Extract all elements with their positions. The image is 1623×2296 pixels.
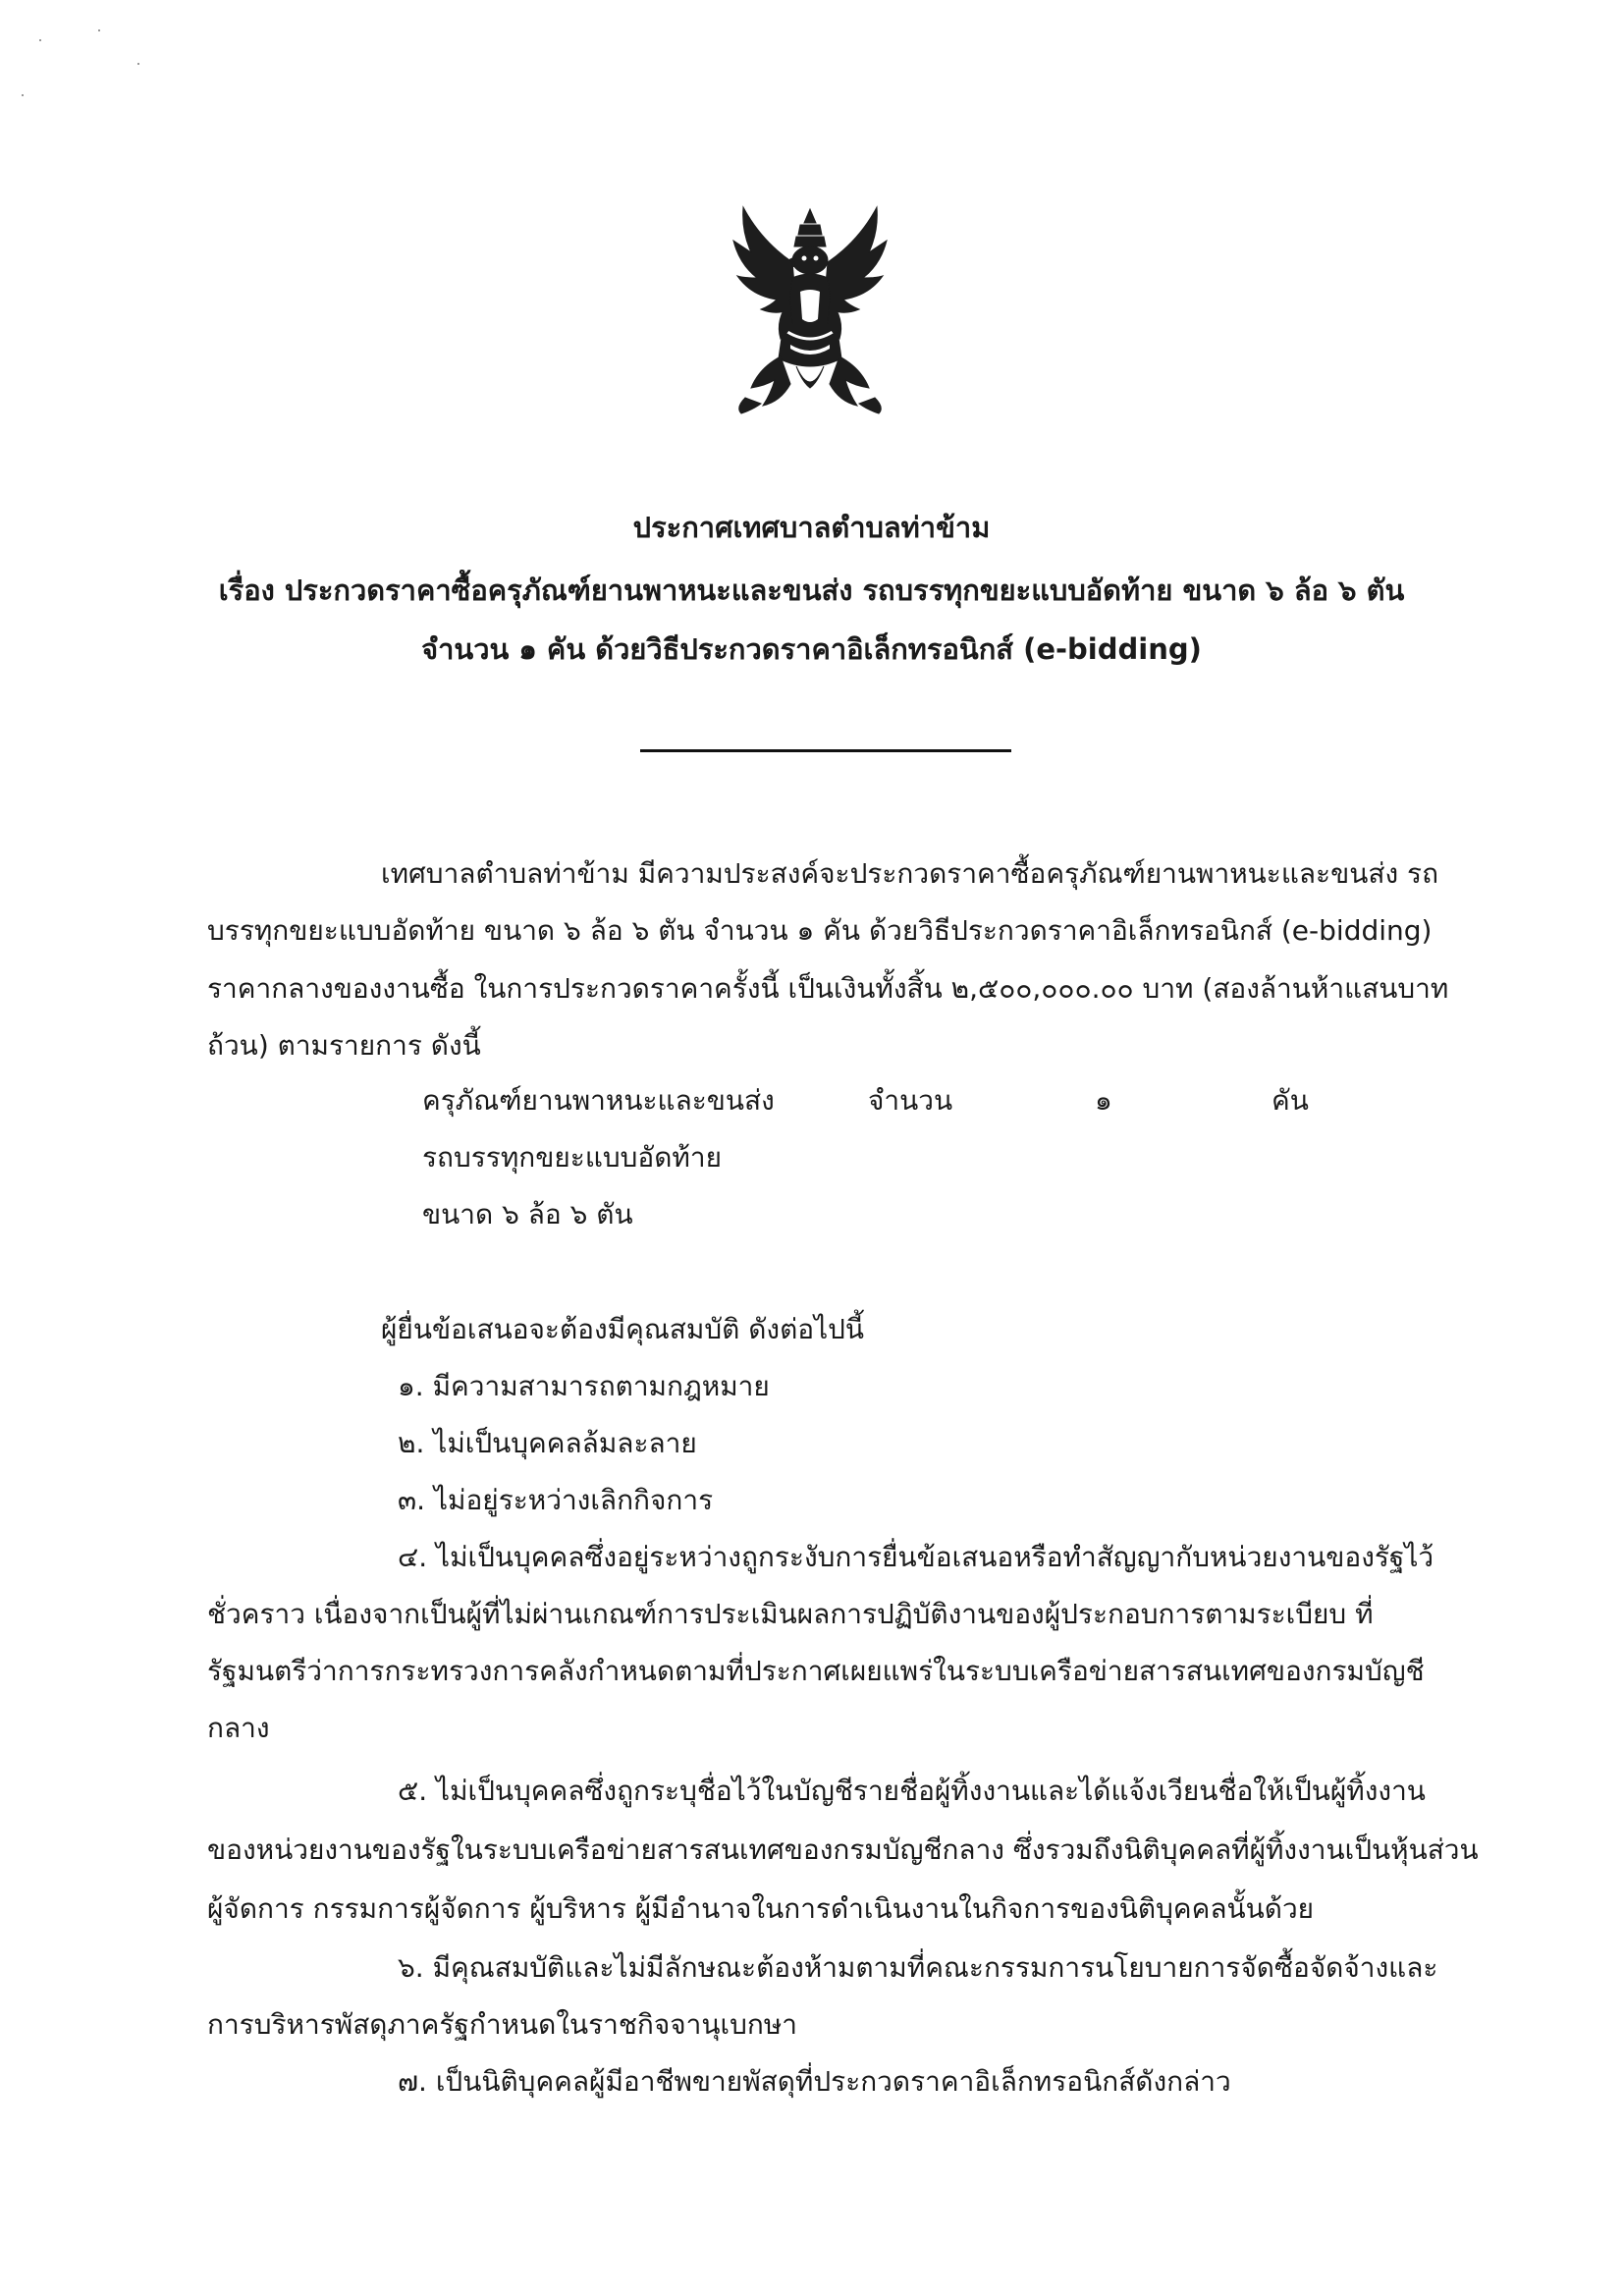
item-quantity: ๑ bbox=[1095, 1084, 1112, 1117]
intro-line-1: เทศบาลตำบลท่าข้าม มีความประสงค์จะประกวดราคาซื้อครุภัณฑ์ยานพาหนะและขนส่ง รถ bbox=[381, 857, 1439, 890]
item-unit: คัน bbox=[1271, 1084, 1309, 1117]
scan-speck bbox=[22, 94, 24, 96]
item-name-line-3: ขนาด ๖ ล้อ ๖ ตัน bbox=[422, 1198, 633, 1230]
announcement-subject: เรื่อง ประกวดราคาซื้อครุภัณฑ์ยานพาหนะและขนส่ง รถบรรทุกขยะแบบอัดท้าย ขนาด ๖ ล้อ ๖ ตัน bbox=[218, 574, 1405, 607]
item-quantity-label: จำนวน bbox=[868, 1084, 953, 1117]
announcement-subject-line2: จำนวน ๑ คัน ด้วยวิธีประกวดราคาอิเล็กทรอนิกส์ (e-bidding) bbox=[421, 632, 1202, 666]
qualification-7: ๗. เป็นนิติบุคคลผู้มีอาชีพขายพัสดุที่ประกวดราคาอิเล็กทรอนิกส์ดังกล่าว bbox=[398, 2065, 1231, 2098]
intro-line-3: ราคากลางของงานซื้อ ในการประกวดราคาครั้งนี้ เป็นเงินทั้งสิ้น ๒,๕๐๐,๐๐๐.๐๐ บาท (สองล้านห้าแสนบาท bbox=[207, 972, 1449, 1005]
title-divider bbox=[640, 749, 1011, 752]
qualification-5-line-1: ๕. ไม่เป็นบุคคลซึ่งถูกระบุชื่อไว้ในบัญชีรายชื่อผู้ทิ้งงานและได้แจ้งเวียนชื่อให้เป็นผู้ทิ้งงาน bbox=[398, 1775, 1426, 1807]
qualification-4-line-4: กลาง bbox=[207, 1712, 270, 1744]
qualification-4-line-2: ชั่วคราว เนื่องจากเป็นผู้ที่ไม่ผ่านเกณฑ์การประเมินผลการปฏิบัติงานของผู้ประกอบการตามระเบียบ ที่ bbox=[207, 1598, 1374, 1630]
qualification-1: ๑. มีความสามารถตามกฎหมาย bbox=[398, 1370, 770, 1402]
qualification-6-line-2: การบริหารพัสดุภาครัฐกำหนดในราชกิจจานุเบกษา bbox=[207, 2008, 798, 2041]
qualification-6-line-1: ๖. มีคุณสมบัติและไม่มีลักษณะต้องห้ามตามที่คณะกรรมการนโยบายการจัดซื้อจัดจ้างและ bbox=[398, 1951, 1438, 1984]
qualification-5-line-2: ของหน่วยงานของรัฐในระบบเครือข่ายสารสนเทศของกรมบัญชีกลาง ซึ่งรวมถึงนิติบุคคลที่ผู้ทิ้งงานเป็นหุ้นส่วน bbox=[207, 1833, 1479, 1866]
item-name-line-1: ครุภัณฑ์ยานพาหนะและขนส่ง bbox=[422, 1084, 775, 1117]
qualifications-heading: ผู้ยื่นข้อเสนอจะต้องมีคุณสมบัติ ดังต่อไปนี้ bbox=[381, 1313, 865, 1345]
scan-speck bbox=[98, 29, 100, 31]
qualification-4-line-1: ๔. ไม่เป็นบุคคลซึ่งอยู่ระหว่างถูกระงับการยื่นข้อเสนอหรือทำสัญญากับหน่วยงานของรัฐไว้ bbox=[398, 1541, 1434, 1573]
qualification-5-line-3: ผู้จัดการ กรรมการผู้จัดการ ผู้บริหาร ผู้มีอำนาจในการดำเนินงานในกิจการของนิติบุคคลนั้นด้วย bbox=[207, 1892, 1315, 1925]
garuda-emblem-icon bbox=[731, 201, 889, 415]
item-name-line-2: รถบรรทุกขยะแบบอัดท้าย bbox=[422, 1141, 723, 1174]
announcement-title: ประกาศเทศบาลตำบลท่าข้าม bbox=[632, 511, 991, 544]
scan-speck bbox=[137, 63, 139, 65]
intro-line-2: บรรทุกขยะแบบอัดท้าย ขนาด ๖ ล้อ ๖ ตัน จำนวน ๑ คัน ด้วยวิธีประกวดราคาอิเล็กทรอนิกส์ (e-bidding) bbox=[207, 914, 1433, 947]
qualification-4-line-3: รัฐมนตรีว่าการกระทรวงการคลังกำหนดตามที่ประกาศเผยแพร่ในระบบเครือข่ายสารสนเทศของกรมบัญชี bbox=[207, 1655, 1425, 1687]
qualification-2: ๒. ไม่เป็นบุคคลล้มละลาย bbox=[398, 1427, 697, 1459]
scan-speck bbox=[39, 39, 41, 41]
intro-line-4: ถ้วน) ตามรายการ ดังนี้ bbox=[207, 1029, 481, 1062]
qualification-3: ๓. ไม่อยู่ระหว่างเลิกกิจการ bbox=[398, 1484, 714, 1516]
